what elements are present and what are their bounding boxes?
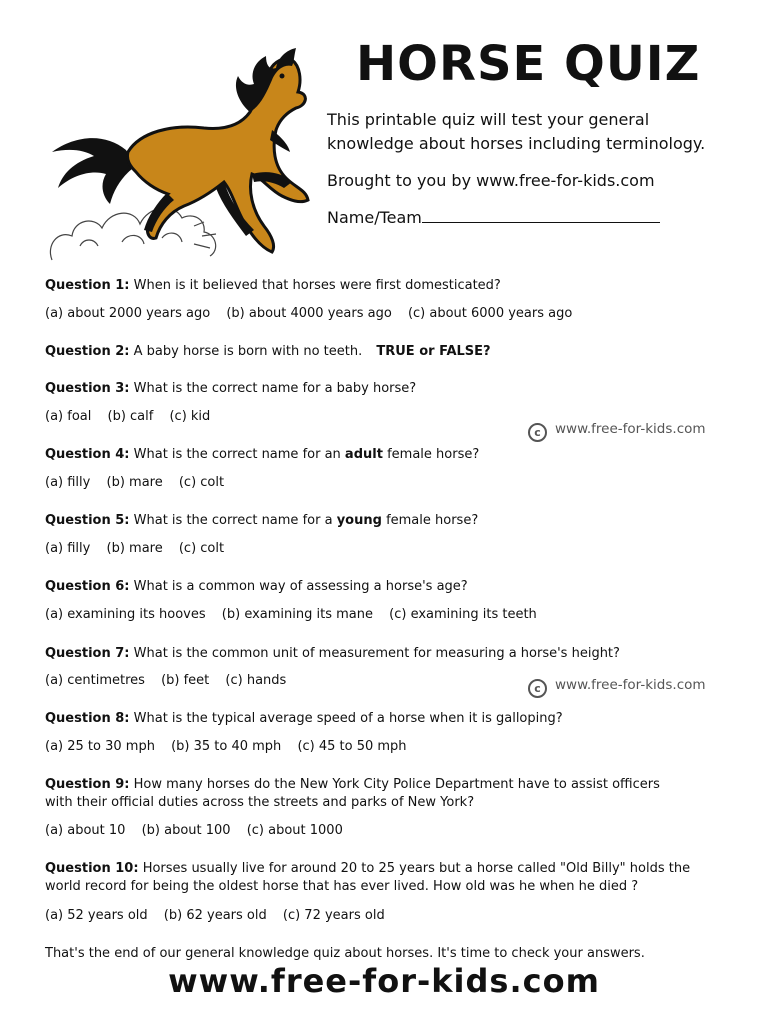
option-c[interactable]: (c) colt (178, 475, 225, 490)
question-text-after: female horse? (386, 513, 479, 528)
question-text: What is a common way of assessing a horse's age? (133, 579, 468, 594)
question-text-before: What is the correct name for an (133, 447, 341, 462)
question-label: Question 4: (45, 447, 130, 462)
question-label: Question 7: (45, 646, 130, 661)
question-4-options (45, 475, 236, 490)
option-c[interactable]: (c) 45 to 50 mph (297, 739, 407, 754)
option-b[interactable]: (b) examining its mane (221, 607, 373, 622)
question-label: Question 2: (45, 344, 130, 359)
question-bold-word: adult (344, 447, 383, 462)
question-text-line-2: with their official duties across the streets and parks of New York? (45, 795, 475, 810)
question-9-options (45, 823, 355, 838)
question-label: Question 3: (45, 381, 130, 396)
closing-text: That's the end of our general knowledge quiz about horses. It's time to check your answers. (45, 946, 645, 961)
option-a[interactable]: (a) 25 to 30 mph (45, 739, 155, 754)
question-7-options (45, 673, 298, 688)
question-text: When is it believed that horses were first domesticated? (133, 278, 501, 293)
question-text-after: female horse? (387, 447, 480, 462)
question-2 (45, 343, 491, 361)
option-b[interactable]: (b) calf (107, 409, 154, 424)
option-b[interactable]: (b) about 4000 years ago (226, 306, 392, 321)
question-5-options (45, 541, 236, 556)
option-a[interactable]: (a) about 10 (45, 823, 126, 838)
question-3-options (45, 409, 222, 424)
option-a[interactable]: (a) foal (45, 409, 92, 424)
question-8-options (45, 739, 419, 754)
question-text-line-1: How many horses do the New York City Police Department have to assist officers (133, 777, 660, 792)
question-text: What is the correct name for a baby horse? (133, 381, 417, 396)
page-title: HORSE QUIZ (356, 36, 701, 92)
option-c[interactable]: (c) 72 years old (282, 908, 385, 923)
option-a[interactable]: (a) filly (45, 475, 91, 490)
question-6-options (45, 607, 549, 622)
intro-line-2: knowledge about horses including terminology. (327, 134, 706, 153)
option-c[interactable]: (c) about 1000 (246, 823, 343, 838)
watermark (528, 421, 706, 442)
question-3 (45, 380, 416, 398)
option-c[interactable]: (c) hands (225, 673, 287, 688)
question-text-line-1: Horses usually live for around 20 to 25 years but a horse called "Old Billy" holds the (142, 861, 691, 876)
option-a[interactable]: (a) filly (45, 541, 91, 556)
option-c[interactable]: (c) colt (178, 541, 225, 556)
question-1-options (45, 306, 584, 321)
horse-eye (280, 74, 285, 79)
question-6 (45, 578, 468, 596)
question-text-line-2: world record for being the oldest horse that has ever lived. How old was he when he died ? (45, 879, 639, 894)
question-label: Question 9: (45, 777, 130, 792)
option-c[interactable]: (c) kid (169, 409, 211, 424)
question-label: Question 10: (45, 861, 139, 876)
true-false-prompt: TRUE or FALSE? (376, 344, 491, 359)
question-8 (45, 710, 563, 728)
option-c[interactable]: (c) about 6000 years ago (407, 306, 573, 321)
question-text: What is the common unit of measurement for measuring a horse's height? (133, 646, 620, 661)
question-4 (45, 446, 479, 464)
question-1 (45, 277, 501, 295)
question-10 (45, 860, 690, 896)
question-bold-word: young (336, 513, 382, 528)
option-a[interactable]: (a) examining its hooves (45, 607, 206, 622)
watermark (528, 677, 706, 698)
dust-cloud (50, 208, 216, 260)
name-team-label: Name/Team (327, 208, 422, 227)
watermark-text: www.free-for-kids.com (555, 421, 706, 437)
question-text: A baby horse is born with no teeth. (133, 344, 363, 359)
copyright-icon: c (528, 679, 547, 698)
question-label: Question 1: (45, 278, 130, 293)
question-text-before: What is the correct name for a (133, 513, 333, 528)
option-a[interactable]: (a) centimetres (45, 673, 145, 688)
question-label: Question 8: (45, 711, 130, 726)
question-text: What is the typical average speed of a horse when it is galloping? (133, 711, 563, 726)
question-7 (45, 645, 620, 663)
horse-tail (52, 138, 136, 204)
name-team-blank[interactable] (422, 208, 660, 223)
question-10-options (45, 908, 397, 923)
question-5 (45, 512, 478, 530)
option-b[interactable]: (b) mare (106, 475, 163, 490)
option-b[interactable]: (b) about 100 (141, 823, 231, 838)
site-logo-text[interactable]: www.free-for-kids.com (168, 962, 600, 1000)
option-b[interactable]: (b) 62 years old (163, 908, 267, 923)
name-team-field[interactable] (327, 208, 660, 227)
option-a[interactable]: (a) 52 years old (45, 908, 148, 923)
question-label: Question 6: (45, 579, 130, 594)
question-label: Question 5: (45, 513, 130, 528)
watermark-text: www.free-for-kids.com (555, 677, 706, 693)
intro-line-1: This printable quiz will test your general (327, 110, 650, 129)
option-b[interactable]: (b) mare (106, 541, 163, 556)
brought-by-text: Brought to you by www.free-for-kids.com (327, 171, 655, 190)
option-b[interactable]: (b) feet (161, 673, 210, 688)
galloping-horse-illustration (44, 40, 314, 262)
copyright-icon: c (528, 423, 547, 442)
question-9 (45, 776, 660, 812)
option-a[interactable]: (a) about 2000 years ago (45, 306, 211, 321)
option-c[interactable]: (c) examining its teeth (389, 607, 537, 622)
option-b[interactable]: (b) 35 to 40 mph (171, 739, 282, 754)
